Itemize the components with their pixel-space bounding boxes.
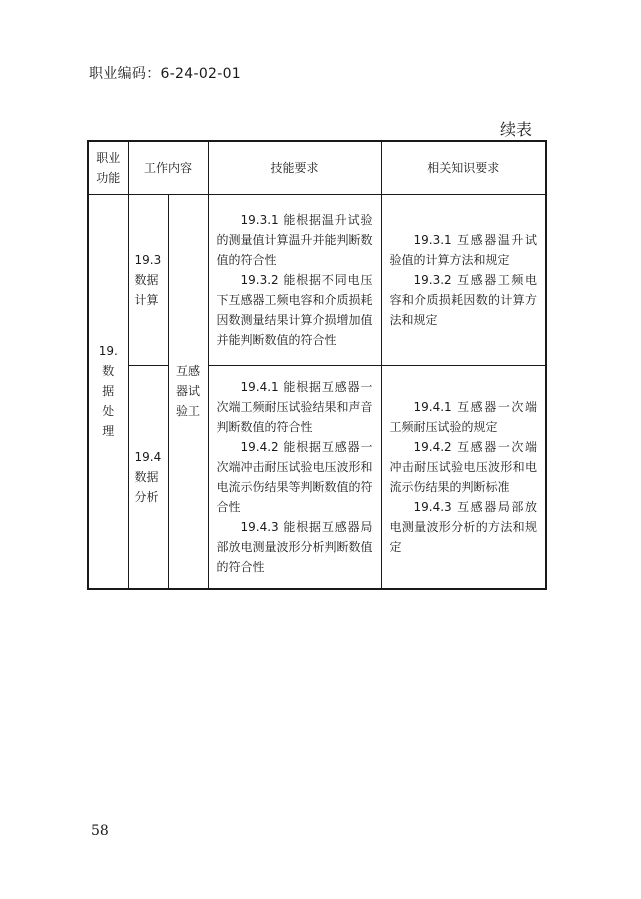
page-number: 58 bbox=[91, 823, 109, 839]
knowledge-paragraph: 19.4.2 互感器一次端冲击耐压试验电压波形和电流示伤结果的判断标准 bbox=[389, 439, 537, 494]
header-skill: 技能要求 bbox=[208, 141, 381, 195]
occupation-code: 职业编码：6-24-02-01 bbox=[89, 66, 242, 82]
standard-table bbox=[87, 140, 547, 590]
knowledge-paragraph: 19.3.1 互感器温升试验值的计算方法和规定 bbox=[389, 233, 537, 267]
function-cell: 19. 数 据 处 理 bbox=[88, 195, 128, 589]
skill-cell bbox=[208, 195, 381, 366]
table-header-row bbox=[88, 141, 546, 195]
knowledge-paragraph: 19.3.2 互感器工频电容和介质损耗因数的计算方法和规定 bbox=[389, 273, 537, 327]
header-function: 职业 功能 bbox=[88, 141, 128, 195]
knowledge-paragraph: 19.4.1 互感器一次端工频耐压试验的规定 bbox=[389, 399, 537, 434]
skill-paragraph: 19.4.2 能根据互感器一次端冲击耐压试验电压波形和电流示伤结果等判断数值的符合性 bbox=[216, 439, 373, 514]
unit-cell: 19.3 数据 计算 bbox=[128, 195, 168, 366]
skill-paragraph: 19.3.2 能根据不同电压下互感器工频电容和介质损耗因数测量结果计算介损增加值并能判断数值的符合性 bbox=[216, 273, 373, 347]
skill-cell bbox=[208, 366, 381, 589]
header-work-content: 工作内容 bbox=[128, 141, 208, 195]
work-item-cell: 互感 器试 验工 bbox=[168, 195, 208, 589]
knowledge-cell bbox=[381, 366, 546, 589]
table-row bbox=[88, 366, 546, 589]
unit-cell: 19.4 数据 分析 bbox=[128, 366, 168, 589]
skill-paragraph: 19.4.3 能根据互感器局部放电测量波形分析判断数值的符合性 bbox=[216, 519, 373, 574]
skill-paragraph: 19.3.1 能根据温升试验的测量值计算温升并能判断数值的符合性 bbox=[216, 213, 373, 267]
knowledge-cell bbox=[381, 195, 546, 366]
continued-table-label: 续表 bbox=[500, 120, 533, 139]
table-row bbox=[88, 195, 546, 366]
skill-paragraph: 19.4.1 能根据互感器一次端工频耐压试验结果和声音判断数值的符合性 bbox=[216, 379, 373, 434]
knowledge-paragraph: 19.4.3 互感器局部放电测量波形分析的方法和规定 bbox=[389, 499, 537, 554]
header-knowledge: 相关知识要求 bbox=[381, 141, 546, 195]
